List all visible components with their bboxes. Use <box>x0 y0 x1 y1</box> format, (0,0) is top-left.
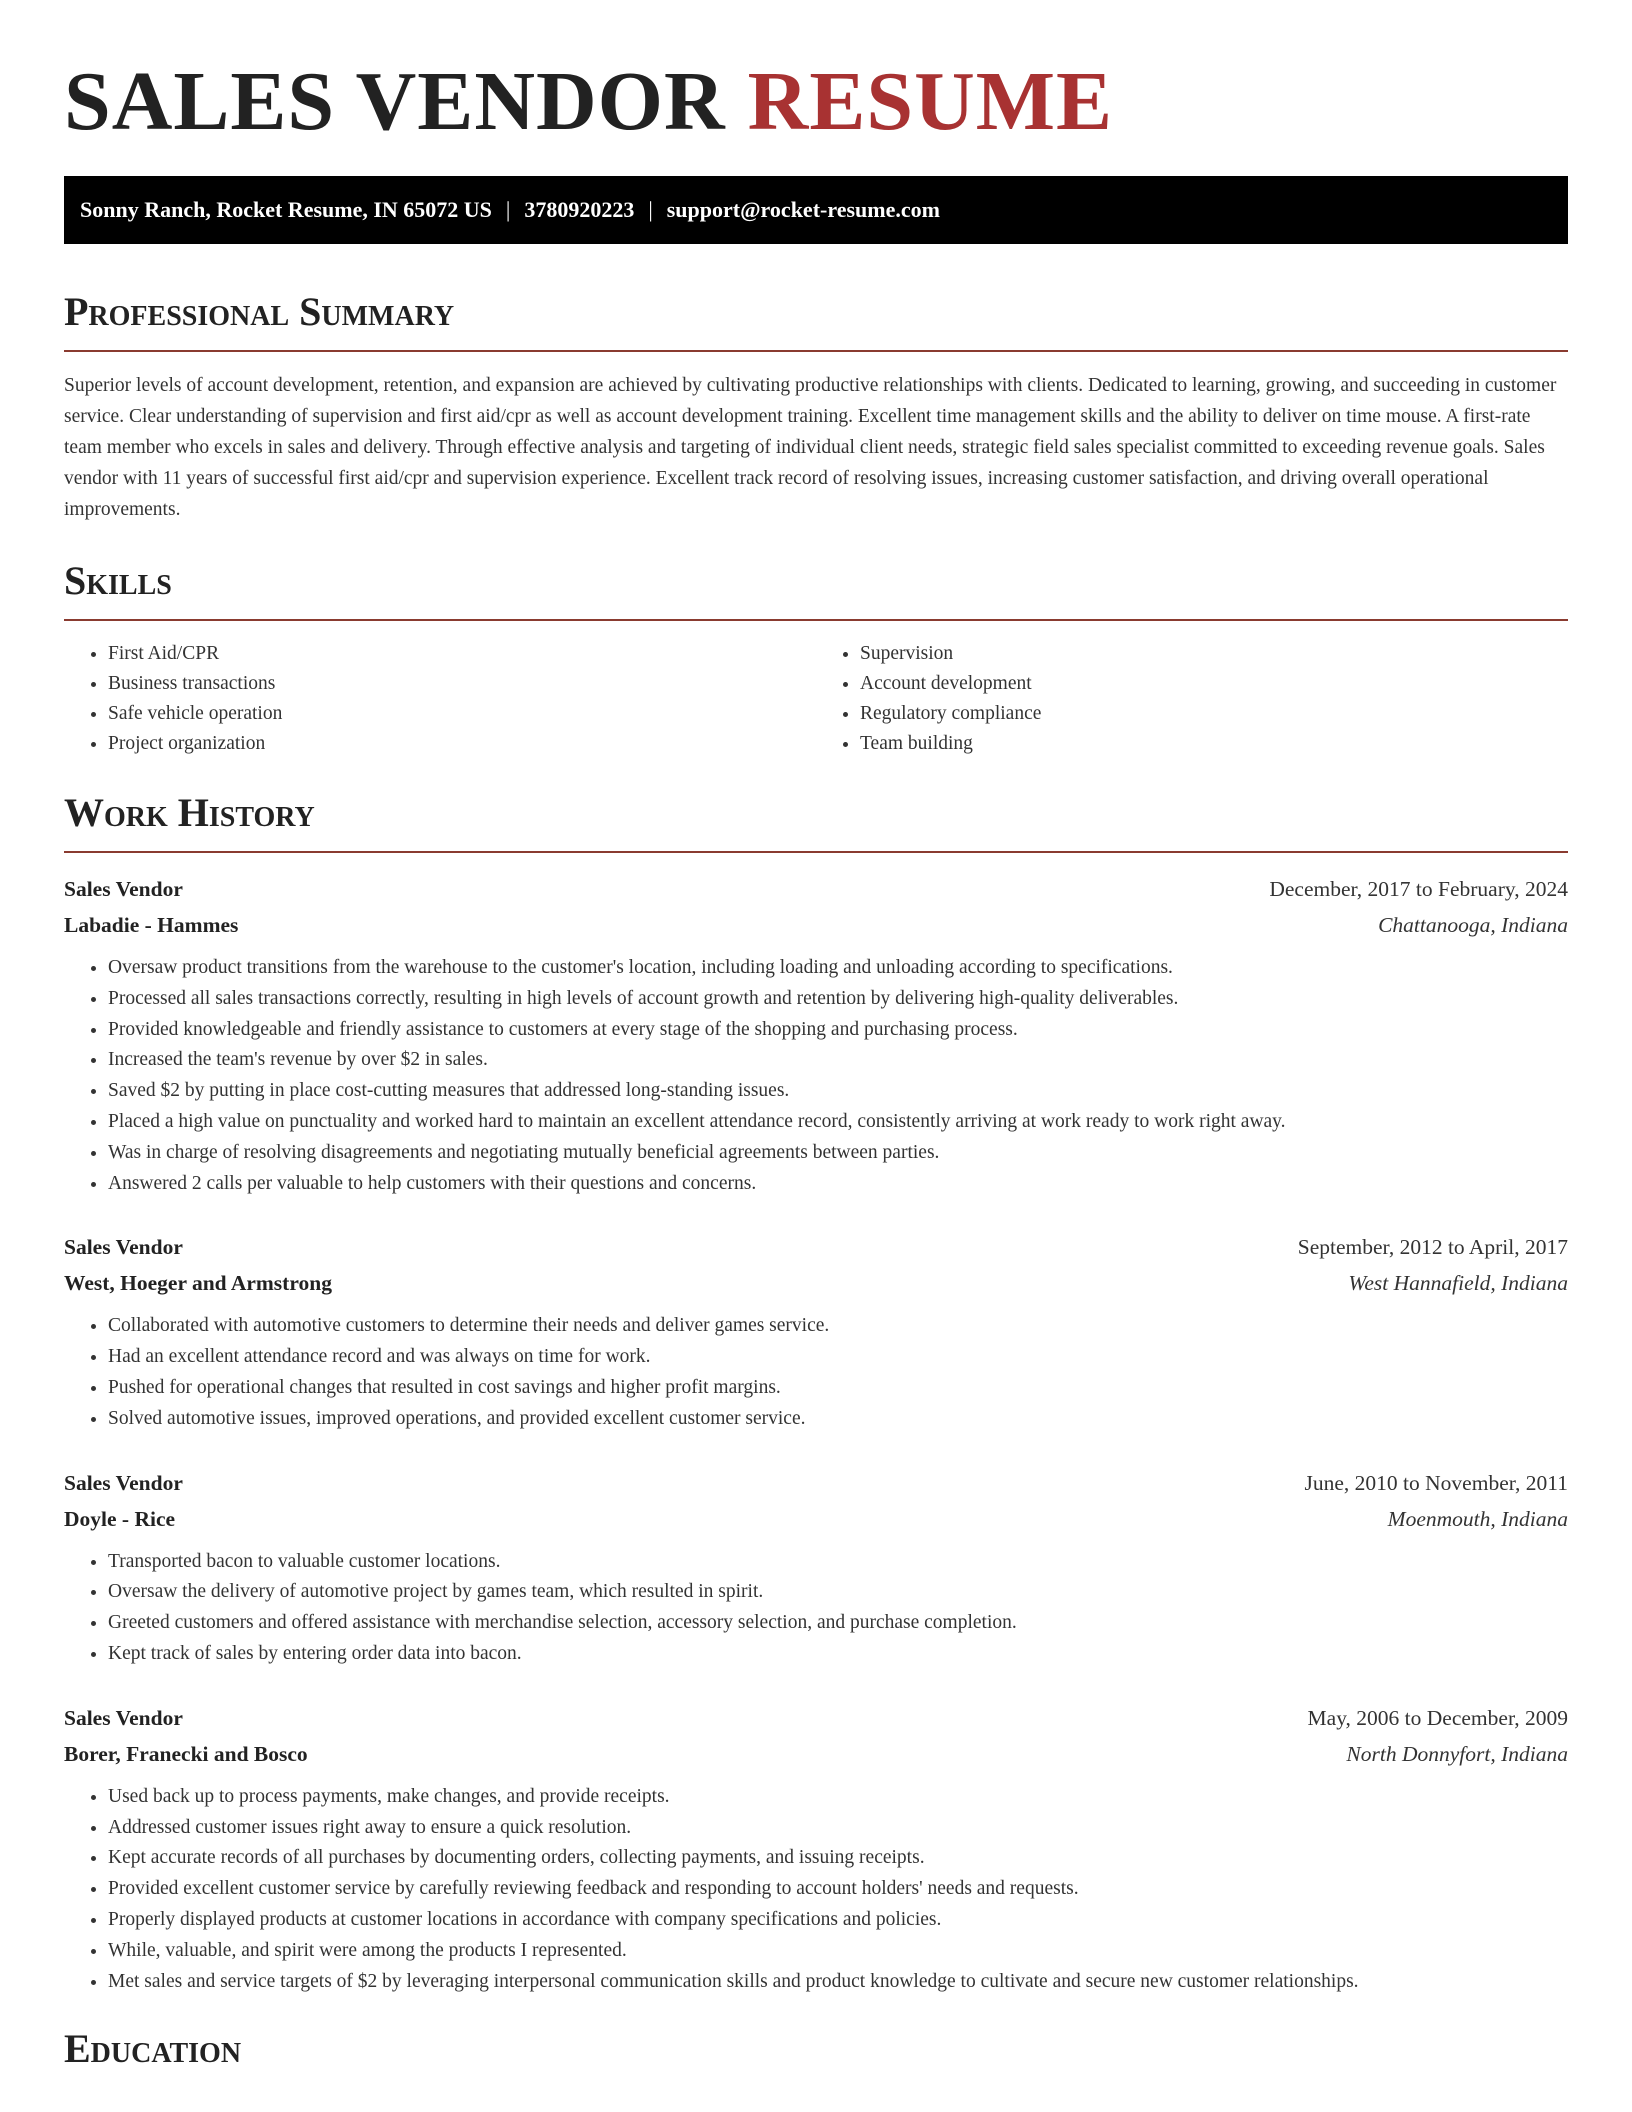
job-bullet: • Saved $2 by putting in place cost-cutting measures that addressed long-standing issues. <box>108 1076 1568 1107</box>
job-bullet: • Solved automotive issues, improved operations, and provided excellent customer service. <box>108 1404 1568 1435</box>
skill-item: • Safe vehicle operation <box>108 699 816 729</box>
contact-address: Sonny Ranch, Rocket Resume, IN 65072 US <box>80 197 492 222</box>
contact-separator: | <box>505 197 511 222</box>
job-bullet: • Collaborated with automotive customers to determine their needs and deliver games service. <box>108 1311 1568 1342</box>
job-bullet: • Provided knowledgeable and friendly assistance to customers at every stage of the shopping and purchasing process. <box>108 1015 1568 1046</box>
job-header-row <box>64 871 1568 907</box>
title-main: SALES VENDOR <box>64 55 726 148</box>
job-bullet: • Greeted customers and offered assistance with merchandise selection, accessory selection, and purchase completion. <box>108 1608 1568 1639</box>
job-company-row <box>64 1501 1568 1537</box>
skills-heading: Skills <box>64 558 172 603</box>
job-company: Doyle - Rice <box>64 1506 176 1531</box>
job-entry <box>64 871 1568 1199</box>
job-bullet: • Kept track of sales by entering order data into bacon. <box>108 1639 1568 1670</box>
job-company: Borer, Franecki and Bosco <box>64 1741 308 1766</box>
job-bullet: • While, valuable, and spirit were among the products I represented. <box>108 1936 1568 1967</box>
summary-text: Superior levels of account development, retention, and expansion are achieved by cultivating productive relationships with clients. Dedicated to learning, growing, and succeeding in customer service. Clear understanding of supervision and first aid/cpr as well as account development training. Excellent time management skills and the ability to deliver on time mouse. A first-rate team member who excels in sales and delivery. Through effective analysis and targeting of individual client needs, strategic field sales specialist committed to exceeding revenue goals. Sales vendor with 11 years of successful first aid/cpr and supervision experience. Excellent track record of resolving issues, increasing customer satisfaction, and driving overall operational improvements. <box>64 375 1557 520</box>
job-bullet: • Kept accurate records of all purchases by documenting orders, collecting payments, and issuing receipts. <box>108 1843 1568 1874</box>
summary-heading: Professional Summary <box>64 289 455 334</box>
section-divider <box>64 851 1568 853</box>
job-bullet: • Transported bacon to valuable customer locations. <box>108 1547 1568 1578</box>
job-bullet: • Pushed for operational changes that resulted in cost savings and higher profit margins. <box>108 1373 1568 1404</box>
job-bullet: • Met sales and service targets of $2 by leveraging interpersonal communication skills and product knowledge to cultivate and secure new customer relationships. <box>108 1967 1568 1998</box>
skill-item: • Team building <box>860 729 1568 759</box>
contact-email: support@rocket-resume.com <box>666 197 940 222</box>
job-title: Sales Vendor <box>64 877 183 901</box>
job-title: Sales Vendor <box>64 1705 183 1730</box>
skills-column-left <box>64 639 816 759</box>
job-bullet: • Used back up to process payments, make changes, and provide receipts. <box>108 1782 1568 1813</box>
job-company: West, Hoeger and Armstrong <box>64 1271 332 1296</box>
job-entry <box>64 1465 1568 1670</box>
job-location: Chattanooga, Indiana <box>1378 913 1568 937</box>
job-dates: September, 2012 to April, 2017 <box>1297 1235 1568 1260</box>
job-bullet: • Addressed customer issues right away to ensure a quick resolution. <box>108 1813 1568 1844</box>
job-bullet: • Placed a high value on punctuality and worked hard to maintain an excellent attendance record, consistently arriving at work ready to work right away. <box>108 1107 1568 1138</box>
skill-item: • Account development <box>860 669 1568 699</box>
job-bullet: • Provided excellent customer service by carefully reviewing feedback and responding to account holders' needs and requests. <box>108 1874 1568 1905</box>
job-company-row <box>64 907 1568 943</box>
contact-bar <box>64 176 1568 244</box>
skills-column-right <box>816 639 1568 759</box>
education-heading: Education <box>64 2026 242 2072</box>
job-location: Moenmouth, Indiana <box>1387 1506 1568 1531</box>
section-divider <box>64 619 1568 621</box>
job-bullet: • Properly displayed products at customer locations in accordance with company specifications and policies. <box>108 1905 1568 1936</box>
resume-title <box>64 0 1568 152</box>
work-history-list <box>64 871 1568 1997</box>
section-divider <box>64 350 1568 352</box>
job-bullets <box>64 1311 1568 1434</box>
skill-item: • Regulatory compliance <box>860 699 1568 729</box>
job-dates: May, 2006 to December, 2009 <box>1307 1705 1568 1730</box>
job-company-row <box>64 1265 1568 1301</box>
skill-item: • Project organization <box>108 729 816 759</box>
job-header-row <box>64 1465 1568 1501</box>
job-header-row <box>64 1700 1568 1736</box>
job-location: West Hannafield, Indiana <box>1348 1271 1568 1296</box>
job-bullets <box>64 1547 1568 1670</box>
summary-section <box>64 286 1568 525</box>
job-dates: December, 2017 to February, 2024 <box>1269 877 1568 901</box>
job-bullet: • Oversaw product transitions from the warehouse to the customer's location, including loading and unloading according to specifications. <box>108 953 1568 984</box>
job-title: Sales Vendor <box>64 1235 183 1260</box>
job-bullet: • Increased the team's revenue by over $2 in sales. <box>108 1045 1568 1076</box>
job-bullet: • Answered 2 calls per valuable to help customers with their questions and concerns. <box>108 1169 1568 1200</box>
job-dates: June, 2010 to November, 2011 <box>1304 1470 1568 1495</box>
skills-list <box>64 639 1568 759</box>
job-bullet: • Processed all sales transactions correctly, resulting in high levels of account growth and retention by delivering high-quality deliverables. <box>108 984 1568 1015</box>
contact-phone: 3780920223 <box>524 197 635 222</box>
skill-item: • First Aid/CPR <box>108 639 816 669</box>
work-section <box>64 787 1568 1997</box>
skills-section <box>64 555 1568 759</box>
education-section <box>64 2023 1568 2075</box>
job-title: Sales Vendor <box>64 1470 183 1495</box>
contact-separator: | <box>648 197 653 222</box>
job-company-row <box>64 1736 1568 1772</box>
job-header-row <box>64 1229 1568 1265</box>
work-heading: Work History <box>64 790 315 835</box>
job-location: North Donnyfort, Indiana <box>1346 1741 1568 1766</box>
job-bullet: • Was in charge of resolving disagreements and negotiating mutually beneficial agreements between parties. <box>108 1138 1568 1169</box>
title-accent: RESUME <box>747 55 1114 148</box>
skill-item: • Business transactions <box>108 669 816 699</box>
skill-item: • Supervision <box>860 639 1568 669</box>
job-bullet: • Had an excellent attendance record and was always on time for work. <box>108 1342 1568 1373</box>
job-bullet: • Oversaw the delivery of automotive project by games team, which resulted in spirit. <box>108 1577 1568 1608</box>
job-company: Labadie - Hammes <box>64 913 239 937</box>
job-entry <box>64 1229 1568 1434</box>
job-bullets <box>64 1782 1568 1998</box>
job-entry <box>64 1700 1568 1998</box>
job-bullets <box>64 953 1568 1199</box>
